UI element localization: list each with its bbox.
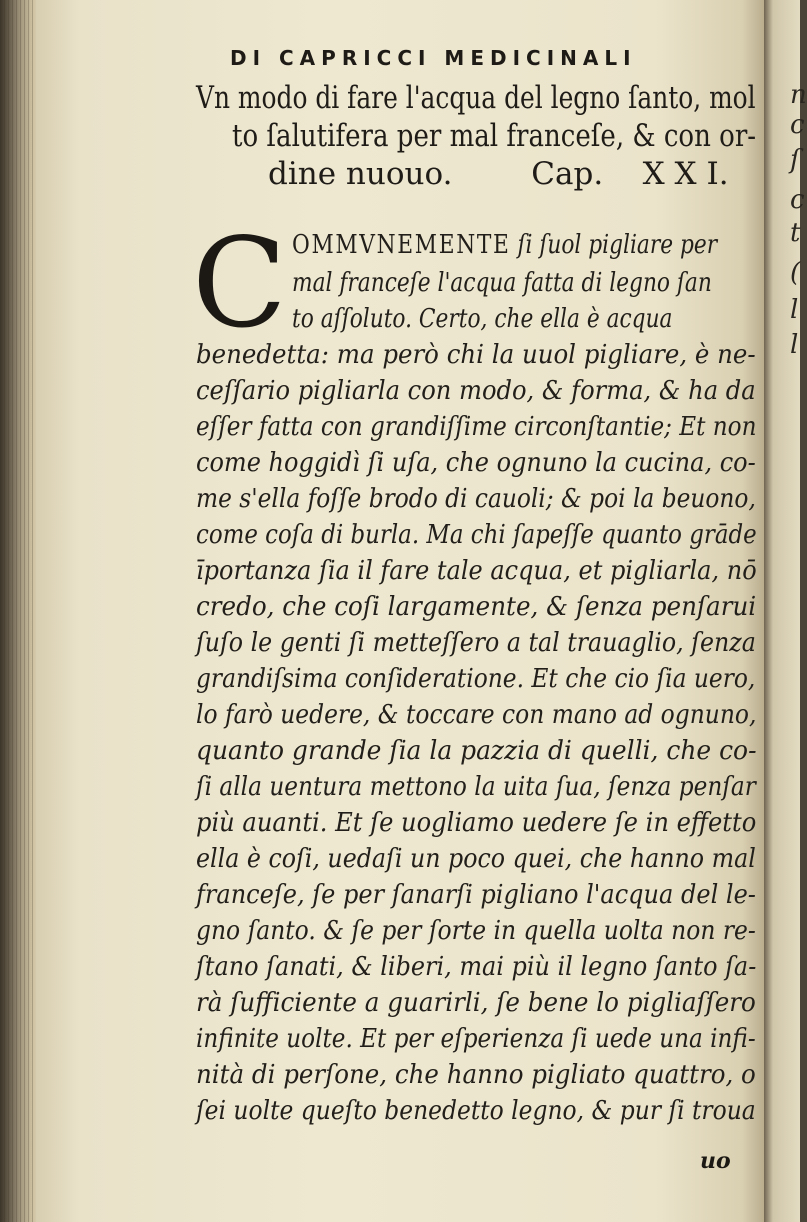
text-line: più auanti. Et ſe uogliamo uedere ſe in effetto	[196, 808, 757, 838]
text-line: credo, che coſi largamente, & ſenza penſarui	[196, 592, 757, 622]
text-line: ſuſo le genti ſi metteſſero a tal trauaglio, ſenza	[196, 628, 756, 658]
chapter-heading-line: to ſalutifera per mal franceſe, & con or-	[232, 118, 757, 154]
first-line-rest: ſi ſuol pigliare per	[517, 230, 718, 260]
first-text-line	[292, 230, 756, 260]
text-line: ſtano ſanati, & liberi, mai più il legno ſanto ſa-	[196, 952, 757, 982]
text-line: ella è coſi, uedaſi un poco quei, che hanno mal	[196, 844, 756, 874]
page-edges	[4, 0, 34, 1222]
catchword: uo	[700, 1148, 731, 1174]
chapter-heading-line: dine nuouo. Cap. X X I.	[268, 156, 729, 192]
text-line: īportanza ſia il fare tale acqua, et pigliarla, nō	[196, 556, 757, 586]
first-word: OMMVNEMENTE	[292, 230, 511, 260]
text-line: ſi alla uentura mettono la uita ſua, ſenza penſar	[196, 772, 756, 802]
text-line: gno ſanto. & ſe per ſorte in quella uolta non re-	[196, 916, 756, 946]
text-line: mal franceſe l'acqua fatta di legno ſan	[292, 268, 712, 298]
facing-page-char: n	[790, 80, 807, 110]
facing-page-char: c	[790, 185, 805, 215]
text-line: benedetta: ma però chi la uuol pigliare, è ne-	[196, 340, 756, 370]
text-line: ceſſario pigliarla con modo, & forma, & ha da	[196, 376, 756, 406]
text-line: nità di perſone, che hanno pigliato quattro, o	[196, 1060, 756, 1090]
facing-page-char: (	[790, 258, 801, 288]
text-line: rà ſufficiente a guarirli, ſe bene lo pigliaſſero	[196, 988, 756, 1018]
text-line: eſſer fatta con grandiſſime circonſtantie; Et non	[196, 412, 757, 442]
text-line: come coſa di burla. Ma chi ſapeſſe quanto grāde	[196, 520, 757, 550]
text-line: infinite uolte. Et per eſperienza ſi uede una infi-	[196, 1024, 756, 1054]
running-head: DI CAPRICCI MEDICINALI	[230, 46, 637, 70]
facing-page-char: l	[790, 295, 799, 325]
facing-page-edge	[764, 0, 800, 1222]
text-line: come hoggidì ſi uſa, che ognuno la cucina, co-	[196, 448, 756, 478]
text-line: to aſſoluto. Certo, che ella è acqua	[292, 304, 673, 334]
text-line: me s'ella foſſe brodo di cauoli; & poi la beuono,	[196, 484, 756, 514]
facing-page-char: t	[790, 218, 801, 248]
drop-capital: C	[192, 212, 287, 356]
text-line: franceſe, ſe per ſanarſi pigliano l'acqua del le-	[196, 880, 756, 910]
facing-page-char: ſ	[790, 145, 800, 175]
text-line: quanto grande ſia la pazzia di quelli, che co-	[196, 736, 757, 766]
facing-page-char: l	[790, 330, 799, 360]
chapter-heading-line: Vn modo di fare l'acqua del legno ſanto, mol	[196, 80, 756, 116]
text-line: ſei uolte queſto benedetto legno, & pur ſi troua	[196, 1096, 756, 1126]
facing-page-char: c	[790, 110, 805, 140]
text-line: lo farò uedere, & toccare con mano ad ognuno,	[196, 700, 757, 730]
text-line: grandiſsima conſideratione. Et che cio ſia uero,	[196, 664, 756, 694]
